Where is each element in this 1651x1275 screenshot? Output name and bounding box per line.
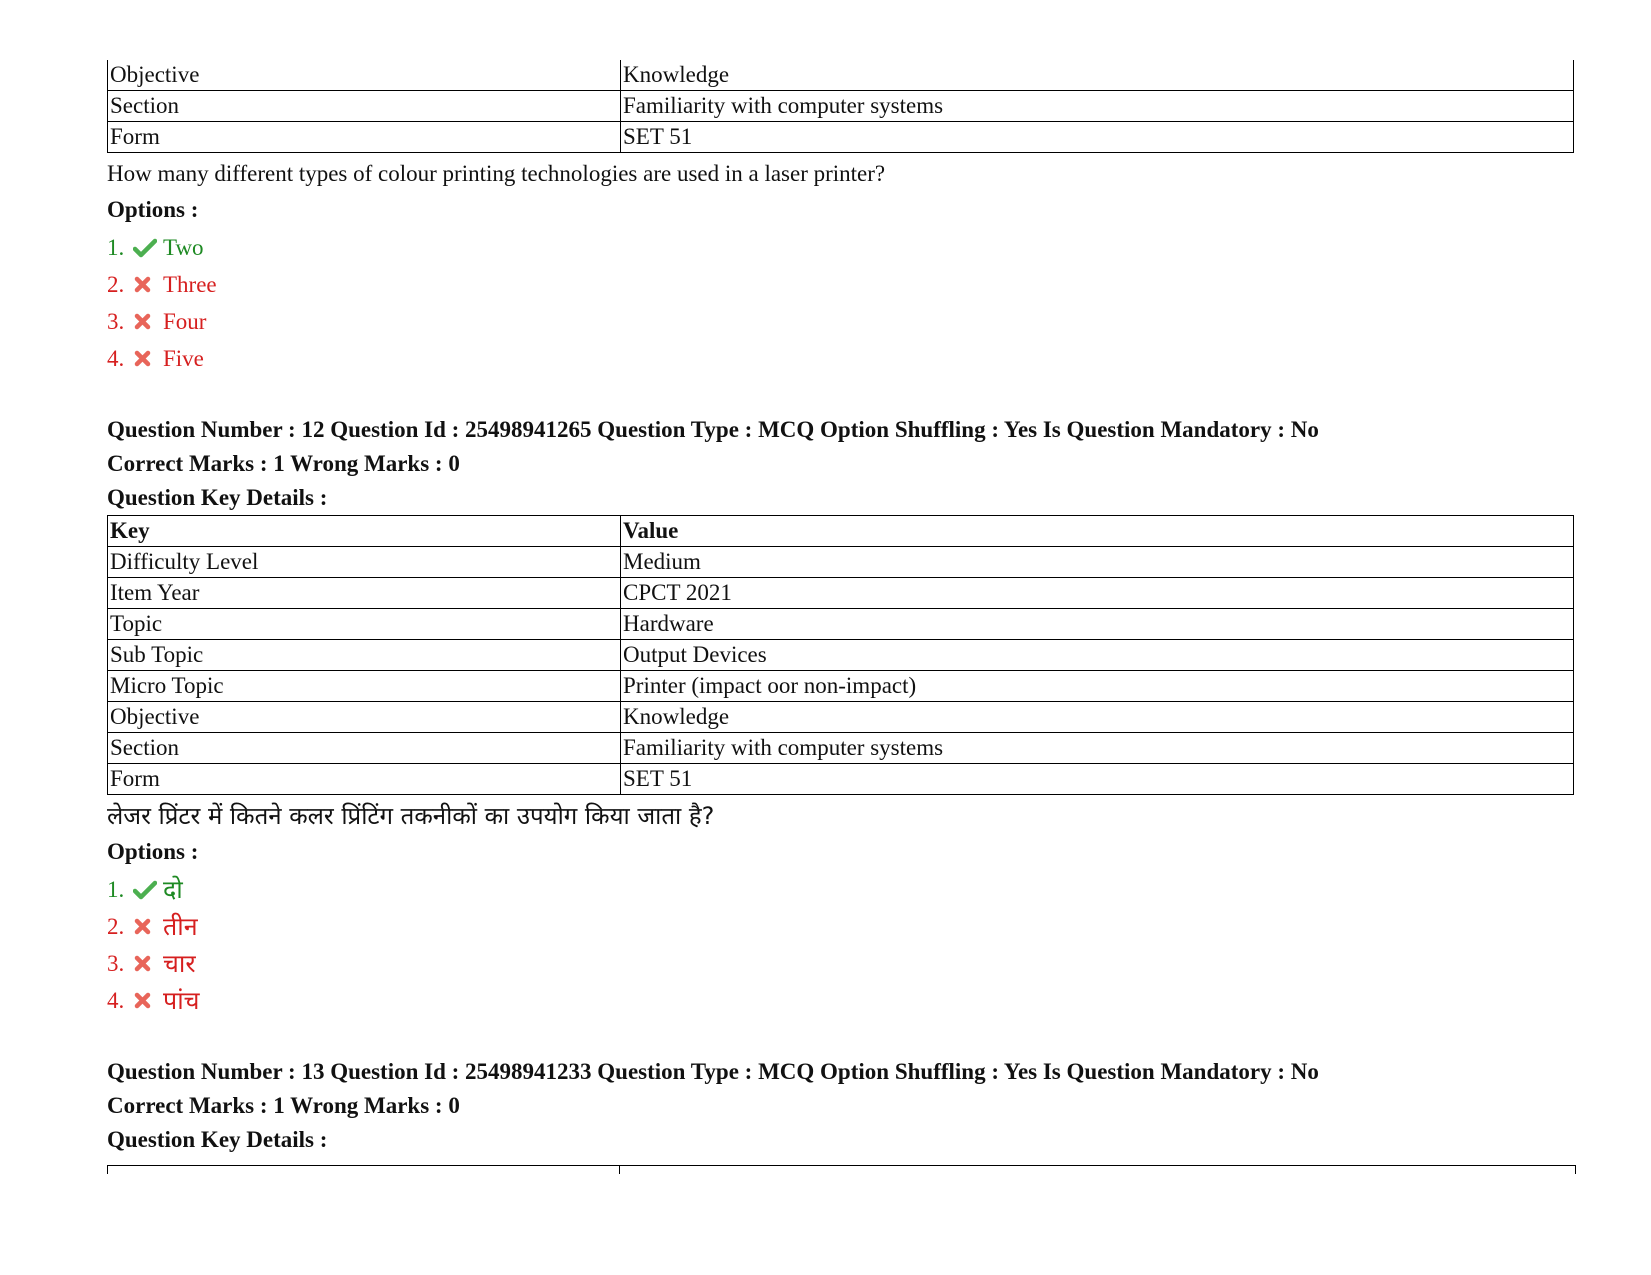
document-page <box>107 60 1574 1174</box>
q12-marks-line: Correct Marks : 1 Wrong Marks : 0 <box>107 451 460 476</box>
q11-question-text: How many different types of colour printing technologies are used in a laser printer? <box>107 161 886 186</box>
table-header-row <box>108 516 1574 547</box>
option-text: Two <box>163 235 204 260</box>
q11-option-3 <box>107 303 1574 340</box>
table-key-cell: Section <box>108 733 621 764</box>
option-number: 2. <box>107 272 125 297</box>
option-text: Three <box>163 272 217 297</box>
q12-option-3 <box>107 945 1574 982</box>
q11-option-4 <box>107 340 1574 377</box>
q11-option-2 <box>107 266 1574 303</box>
table-value-cell: SET 51 <box>621 764 1574 795</box>
cross-icon <box>133 312 163 332</box>
q12-meta-line-1: Question Number : 12 Question Id : 25498941265 Question Type : MCQ Option Shuffling : Yes Is Question Mandatory : No <box>107 417 1319 442</box>
q12-key-details-table <box>107 515 1574 795</box>
cross-icon <box>133 954 163 974</box>
table-header-value: Value <box>621 516 1574 547</box>
q12-key-details-label: Question Key Details : <box>107 485 328 510</box>
table-key-cell: Topic <box>108 609 621 640</box>
q12-options-label: Options : <box>107 839 199 864</box>
option-number: 4. <box>107 346 125 371</box>
table-value-cell: CPCT 2021 <box>621 578 1574 609</box>
table-row <box>108 764 1574 795</box>
table-row <box>108 609 1574 640</box>
cross-icon <box>133 275 163 295</box>
option-number: 3. <box>107 309 125 334</box>
q12-option-4 <box>107 982 1574 1019</box>
option-text: चार <box>163 949 196 978</box>
table-row <box>108 702 1574 733</box>
table-key-cell: Item Year <box>108 578 621 609</box>
table-key-cell: Objective <box>108 702 621 733</box>
cross-icon <box>133 349 163 369</box>
table-row <box>108 547 1574 578</box>
table-value-cell: Familiarity with computer systems <box>621 733 1574 764</box>
q11-options-label: Options : <box>107 197 199 222</box>
check-icon <box>133 238 163 258</box>
table-row <box>108 640 1574 671</box>
q12-option-1 <box>107 871 1574 908</box>
table-row <box>108 671 1574 702</box>
cross-icon <box>133 991 163 1011</box>
table-key-cell: Form <box>108 122 621 153</box>
table-row <box>108 60 1574 91</box>
table-value-cell: Knowledge <box>621 702 1574 733</box>
option-number: 1. <box>107 877 125 902</box>
q12-question-text: लेजर प्रिंटर में कितने कलर प्रिंटिंग तकनीकों का उपयोग किया जाता है? <box>107 802 715 830</box>
table-row <box>108 578 1574 609</box>
option-number: 3. <box>107 951 125 976</box>
option-number: 4. <box>107 988 125 1013</box>
table-key-cell: Sub Topic <box>108 640 621 671</box>
q13-meta-line-1: Question Number : 13 Question Id : 25498941233 Question Type : MCQ Option Shuffling : Yes Is Question Mandatory : No <box>107 1059 1319 1084</box>
table-value-cell: Hardware <box>621 609 1574 640</box>
table-key-cell: Micro Topic <box>108 671 621 702</box>
table-key-cell: Form <box>108 764 621 795</box>
option-text: पांच <box>163 986 200 1015</box>
table-key-cell: Difficulty Level <box>108 547 621 578</box>
option-text: दो <box>163 875 183 904</box>
q13-key-details-label: Question Key Details : <box>107 1127 328 1152</box>
table-value-cell: Knowledge <box>621 60 1574 91</box>
option-text: Five <box>163 346 204 371</box>
table-key-cell: Section <box>108 91 621 122</box>
table-row <box>108 91 1574 122</box>
q13-key-details-table-fragment <box>107 1165 1576 1174</box>
option-text: Four <box>163 309 207 334</box>
q11-option-1 <box>107 229 1574 266</box>
table-value-cell: Medium <box>621 547 1574 578</box>
q11-key-details-table <box>107 60 1574 153</box>
table-value-cell: Familiarity with computer systems <box>621 91 1574 122</box>
table-header-key: Key <box>108 516 621 547</box>
table-value-cell: SET 51 <box>621 122 1574 153</box>
table-value-cell: Output Devices <box>621 640 1574 671</box>
option-text: तीन <box>163 912 198 941</box>
table-row <box>108 122 1574 153</box>
table-value-cell: Printer (impact oor non-impact) <box>621 671 1574 702</box>
q13-marks-line: Correct Marks : 1 Wrong Marks : 0 <box>107 1093 460 1118</box>
table-row <box>108 733 1574 764</box>
table-key-cell: Objective <box>108 60 621 91</box>
check-icon <box>133 880 163 900</box>
cross-icon <box>133 917 163 937</box>
option-number: 1. <box>107 235 125 260</box>
q12-option-2 <box>107 908 1574 945</box>
option-number: 2. <box>107 914 125 939</box>
